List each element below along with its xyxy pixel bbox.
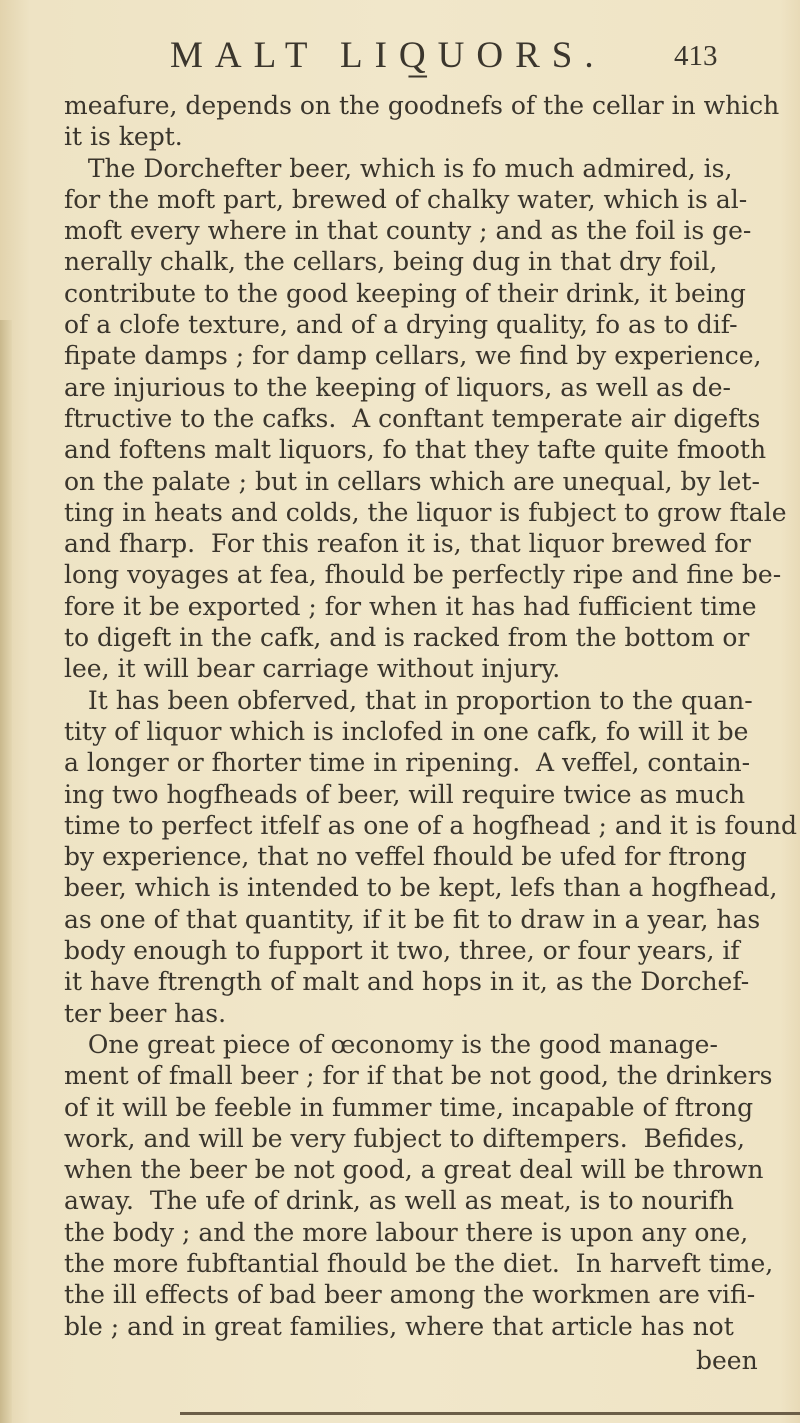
text-line: the more fubftantial fhould be the diet. In harveft time, [64,1248,774,1278]
body-text [64,90,798,1342]
page-number: 413 [674,40,718,72]
text-line: contribute to the good keeping of their drink, it being [64,278,746,308]
text-line: it have ftrength of malt and hops in it, as the Dorchef- [64,967,750,997]
text-line: and foftens malt liquors, fo that they tafte quite fmooth [64,435,767,465]
text-line: meafure, depends on the goodnefs of the cellar in which [64,91,780,120]
text-line: nerally chalk, the cellars, being dug in that dry foil, [64,247,718,277]
page-bottom-edge [180,1412,800,1415]
text-line: fipate damps ; for damp cellars, we find by experience, [64,341,762,371]
text-line: lee, it will bear carriage without injury. [64,654,561,684]
text-line: as one of that quantity, if it be fit to draw in a year, has [64,904,761,934]
text-line: tity of liquor which is inclofed in one cafk, fo will it be [64,716,749,746]
text-line: of a clofe texture, and of a drying quality, fo as to dif- [64,310,738,340]
text-line: and fharp. For this reafon it is, that liquor brewed for [64,529,751,559]
text-line: to digeft in the cafk, and is racked from the bottom or [64,623,750,653]
text-line: are injurious to the keeping of liquors, as well as de- [64,372,731,402]
catchword: been [696,1346,758,1375]
text-line: ftructive to the cafks. A conftant temperate air digefts [64,403,761,433]
text-line: fore it be exported ; for when it has had fufficient time [64,591,757,621]
text-line: ment of fmall beer ; for if that be not good, the drinkers [64,1061,773,1091]
text-line: long voyages at fea, fhould be perfectly ripe and fine be- [64,560,782,590]
text-line: a longer or fhorter time in ripening. A veffel, contain- [64,748,751,778]
running-head [0,34,800,84]
text-line: the ill effects of bad beer among the workmen are vifi- [64,1280,756,1310]
text-line: for the moft part, brewed of chalky water, which is al- [64,184,748,214]
text-line: The Dorchefter beer, which is fo much admired, is, [64,153,733,183]
text-line: ble ; and in great families, where that article has not [64,1311,734,1341]
text-line: beer, which is intended to be kept, lefs than a hogfhead, [64,873,778,903]
text-line: One great piece of œconomy is the good manage- [64,1029,718,1059]
text-line: work, and will be very fubject to diftempers. Befides, [64,1123,745,1153]
text-line: away. The ufe of drink, as well as meat, is to nourifh [64,1186,735,1216]
text-line: by experience, that no veffel fhould be ufed for ftrong [64,842,747,872]
text-line: when the beer be not good, a great deal will be thrown [64,1155,764,1185]
text-line: time to perfect itfelf as one of a hogfhead ; and it is found [64,810,798,840]
running-title: MALT LIQ̲UORS. [170,35,606,76]
page-spine-shadow [0,320,12,1423]
text-line: ing two hogfheads of beer, will require twice as much [64,779,746,809]
text-line: ter beer has. [64,998,227,1028]
text-line: ting in heats and colds, the liquor is fubject to grow ftale [64,497,787,527]
text-line: body enough to fupport it two, three, or four years, if [64,936,740,966]
text-line: the body ; and the more labour there is upon any one, [64,1217,749,1247]
text-line: it is kept. [64,122,183,152]
text-line: on the palate ; but in cellars which are unequal, by let- [64,466,760,496]
text-line: It has been obferved, that in proportion to the quan- [64,685,753,715]
text-line: of it will be feeble in fummer time, incapable of ftrong [64,1092,754,1122]
text-line: moft every where in that county ; and as the foil is ge- [64,216,752,246]
